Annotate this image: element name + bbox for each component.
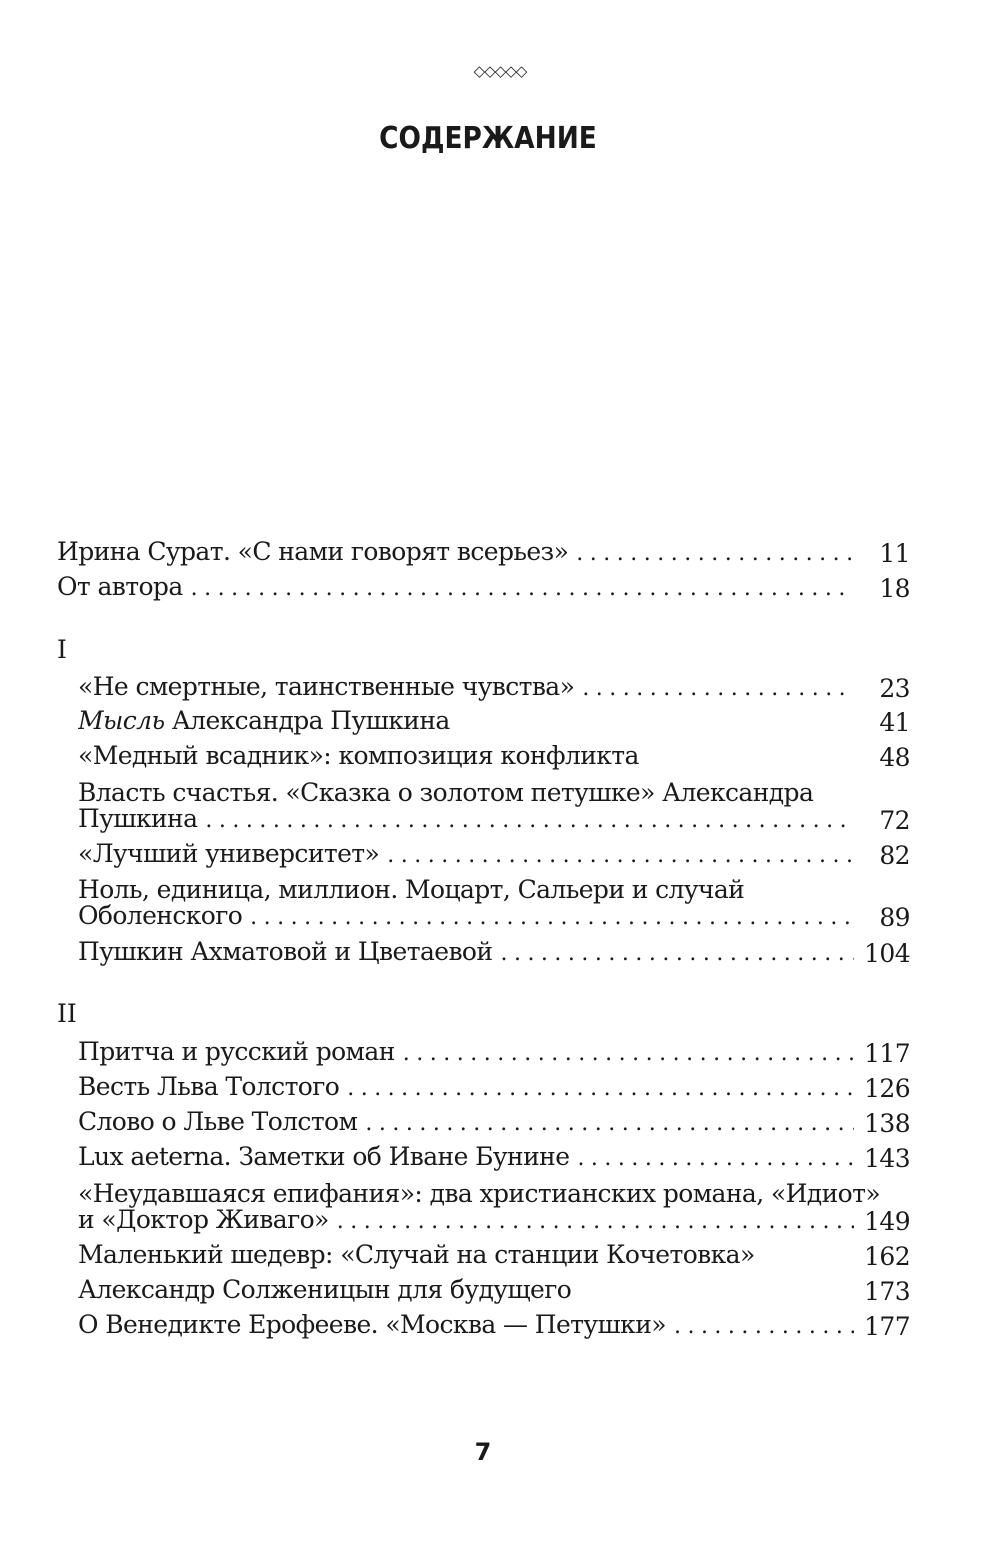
leader-dots — [500, 940, 854, 968]
toc-entry-title: «Лучший университет» — [78, 840, 380, 868]
toc-entry[interactable] — [78, 742, 854, 772]
leader-dots — [403, 1040, 854, 1068]
toc-page-number: 11 — [879, 539, 910, 568]
toc-entry-title: Александр Солженицын для будущего — [78, 1276, 572, 1304]
toc-entry-title: «Не смертные, таинственные чувства» — [78, 673, 575, 701]
toc-page-number: 126 — [864, 1074, 910, 1103]
leader-dots — [337, 1208, 854, 1236]
toc-entry-title: Пушкина — [78, 805, 198, 833]
toc-entry-title-line1[interactable]: Власть счастья. «Сказка о золотом петушке» Александра — [78, 778, 814, 807]
toc-entry[interactable] — [78, 1241, 854, 1271]
toc-entry-title: От автора — [57, 573, 183, 601]
toc-page-number: 41 — [879, 708, 910, 737]
leader-dots — [250, 904, 854, 932]
toc-page-number: 18 — [879, 574, 910, 603]
toc-entry[interactable] — [78, 805, 854, 835]
toc-entry[interactable] — [78, 673, 854, 703]
leader-dots — [577, 1145, 854, 1173]
toc-page-number: 104 — [864, 939, 910, 968]
toc-entry-title: «Медный всадник»: композиция конфликта — [78, 742, 639, 770]
toc-entry-title: Ирина Сурат. «С нами говорят всерьез» — [57, 538, 569, 566]
toc-entry-title: Оболенского — [78, 902, 243, 930]
leader-dots — [576, 540, 854, 568]
toc-entry-title: Слово о Льве Толстом — [78, 1108, 358, 1136]
toc-entry-title: О Венедикте Ерофееве. «Москва — Петушки» — [78, 1311, 666, 1339]
toc-entry[interactable] — [57, 538, 854, 568]
toc-entry-title-italic: Мысль — [78, 707, 165, 735]
toc-entry-title: Lux aeterna. Заметки об Иване Бунине — [78, 1143, 570, 1171]
section-label: II — [57, 999, 77, 1028]
toc-entry-title-line1[interactable]: «Неудавшаяся епифания»: два христианских романа, «Идиот» — [78, 1179, 881, 1208]
toc-page-number: 149 — [864, 1207, 910, 1236]
leader-dots — [365, 1110, 854, 1138]
toc-entry[interactable] — [78, 840, 854, 870]
toc-page-number: 177 — [864, 1312, 910, 1341]
toc-page-number: 72 — [879, 806, 910, 835]
leader-dots — [347, 1075, 854, 1103]
toc-entry-title: и «Доктор Живаго» — [78, 1206, 329, 1234]
toc-entry-title: Притча и русский роман — [78, 1038, 395, 1066]
toc-entry[interactable] — [57, 573, 854, 603]
toc-entry[interactable] — [78, 1206, 854, 1236]
toc-page-number: 143 — [864, 1144, 910, 1173]
toc-page-number: 162 — [864, 1242, 910, 1271]
toc-page-number: 138 — [864, 1109, 910, 1138]
toc-entry[interactable] — [78, 902, 854, 932]
toc-entry[interactable] — [78, 1311, 854, 1341]
toc-entry-title: Пушкин Ахматовой и Цветаевой — [78, 938, 493, 966]
toc-entry-title — [78, 707, 450, 735]
leader-dots — [191, 575, 854, 603]
toc-page-number: 48 — [879, 743, 910, 772]
toc-entry-title: Весть Льва Толстого — [78, 1073, 340, 1101]
toc-entry-title-line1[interactable]: Ноль, единица, миллион. Моцарт, Сальери и случай — [78, 875, 745, 904]
toc-entry[interactable] — [78, 1073, 854, 1103]
toc-entry[interactable] — [78, 707, 854, 737]
toc-page-number: 117 — [864, 1039, 910, 1068]
section-label: I — [57, 635, 67, 664]
ornament: ◇◇◇◇◇ — [473, 62, 527, 80]
toc-entry[interactable] — [78, 1143, 854, 1173]
page-number: 7 — [474, 1438, 492, 1466]
leader-dots — [582, 675, 854, 703]
leader-dots — [205, 807, 854, 835]
toc-page-number: 82 — [879, 841, 910, 870]
toc-entry-title-rest: Александра Пушкина — [164, 707, 450, 735]
page-title: СОДЕРЖАНИЕ — [379, 121, 597, 156]
toc-page-number: 89 — [879, 903, 910, 932]
toc-entry[interactable] — [78, 1038, 854, 1068]
toc-page-number: 23 — [879, 674, 910, 703]
leader-dots — [387, 842, 854, 870]
toc-page-number: 173 — [864, 1277, 910, 1306]
toc-entry-title: Маленький шедевр: «Случай на станции Кочетовка» — [78, 1241, 755, 1269]
toc-entry[interactable] — [78, 1276, 854, 1306]
toc-entry[interactable] — [78, 1108, 854, 1138]
leader-dots — [674, 1313, 854, 1341]
toc-entry[interactable] — [78, 938, 854, 968]
